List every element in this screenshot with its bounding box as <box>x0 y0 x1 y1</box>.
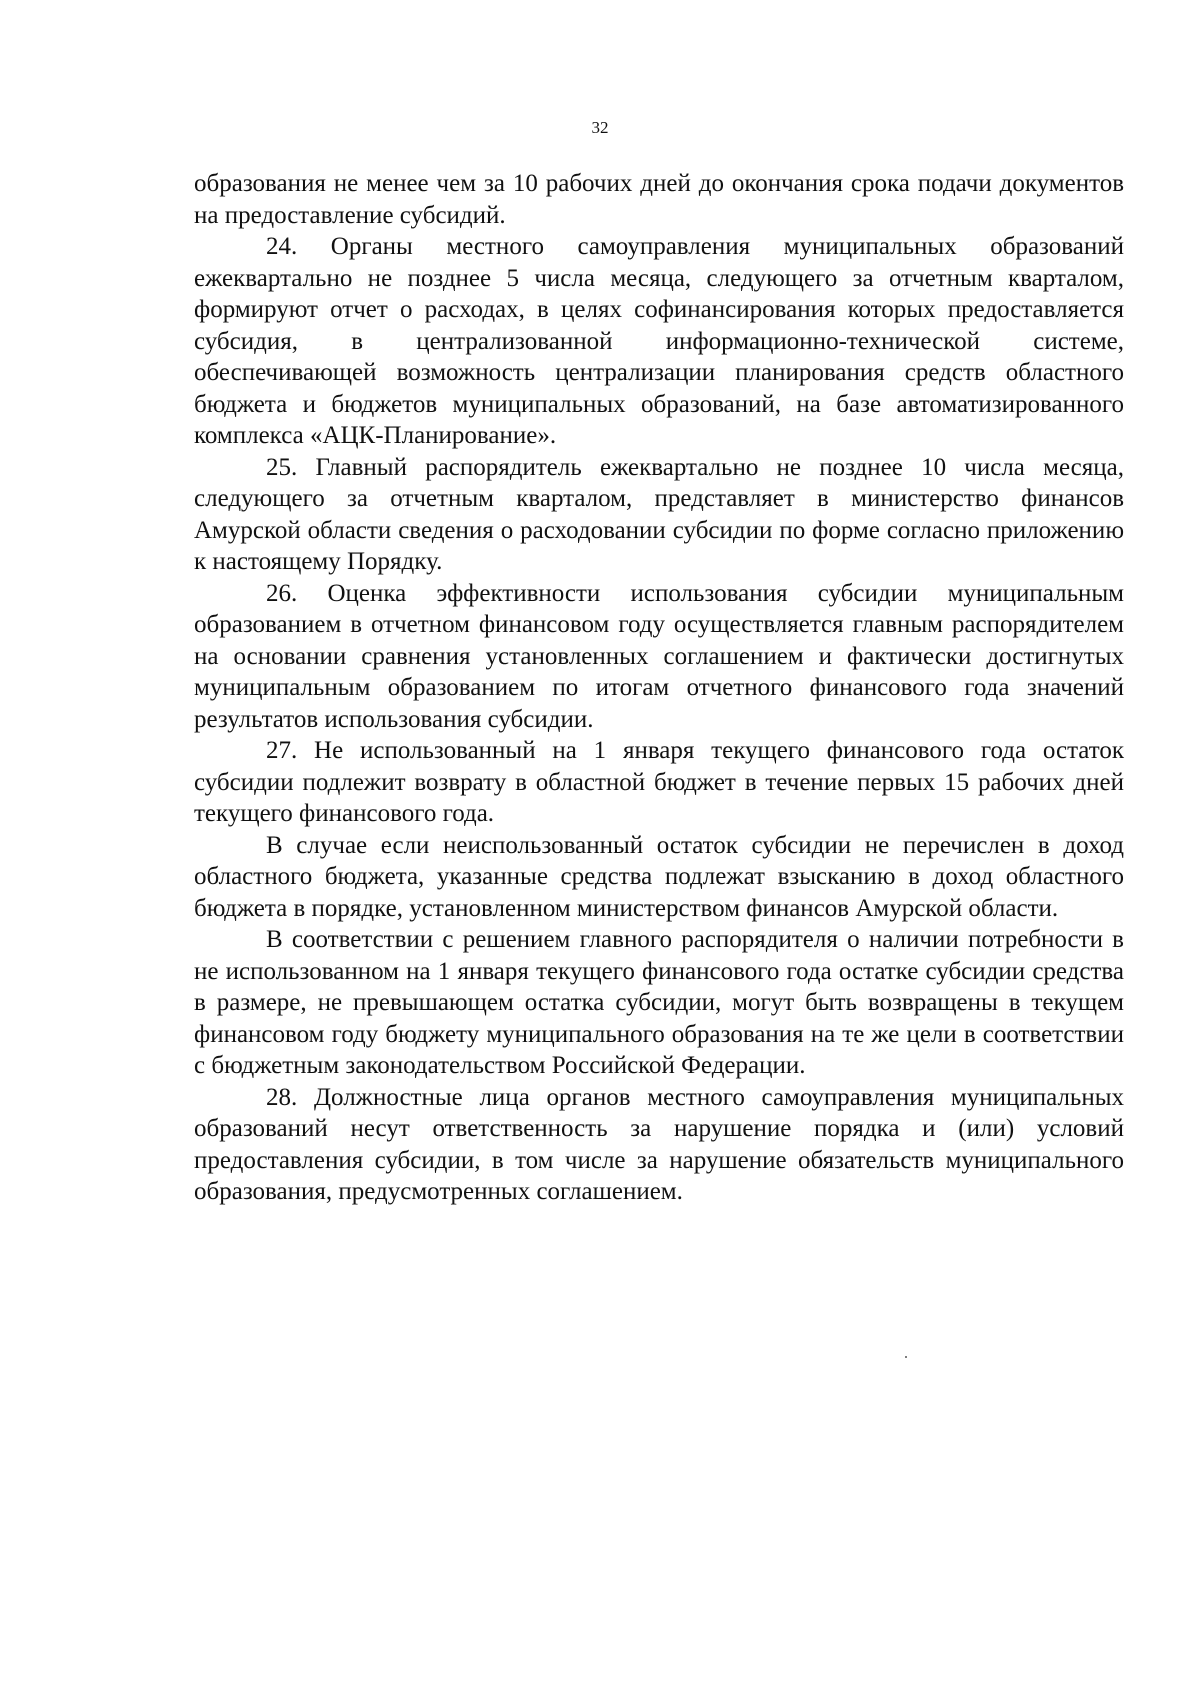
paragraph-26: 26. Оценка эффективности использования субсидии муниципальным образованием в отчетном финансовом году осуществляется главным распорядителем на основании сравнения установленных соглашением и фактически достигнутых муниципальным образованием по итогам отчетного финансового года значений результатов использования субсидии. <box>194 579 1124 733</box>
paragraph-27-recovery: В случае если неиспользованный остаток субсидии не перечислен в доход областного бюджета, указанные средства подлежат взысканию в доход областного бюджета в порядке, установленном министерством финансов Амурской области. <box>194 831 1124 922</box>
paragraph-25: 25. Главный распорядитель ежеквартально не позднее 10 числа месяца, следующего за отчетным кварталом, представляет в министерство финансов Амурской области сведения о расходовании субсидии по форме согласно приложению к настоящему Порядку. <box>194 453 1124 575</box>
document-body <box>194 168 1124 1208</box>
paragraph-27-return: В соответствии с решением главного распорядителя о наличии потребности в не использованном на 1 января текущего финансового года остатке субсидии средства в размере, не превышающем остатка субсидии, могут быть возвращены в текущем финансовом году бюджету муниципального образования на те же цели в соответствии с бюджетным законодательством Российской Федерации. <box>194 926 1124 1079</box>
paragraph-continuation: образования не менее чем за 10 рабочих дней до окончания срока подачи документов на предоставление субсидий. <box>194 170 1124 229</box>
paragraph-24: 24. Органы местного самоуправления муниципальных образований ежеквартально не позднее 5 числа месяца, следующего за отчетным кварталом, формируют отчет о расходах, в целях софинансирования которых предоставляется субсидия, в централизованной информационно-технической системе, обеспечивающей возможность централизации планирования средств областного бюджета и бюджетов муниципальных образований, на базе автоматизированного комплекса «АЦК-Планирование». <box>194 233 1124 449</box>
paragraph-27: 27. Не использованный на 1 января текущего финансового года остаток субсидии подлежит возврату в областной бюджет в течение первых 15 рабочих дней текущего финансового года. <box>194 737 1124 827</box>
page-number: 32 <box>591 118 609 137</box>
scan-speck <box>905 1356 907 1358</box>
paragraph-28: 28. Должностные лица органов местного самоуправления муниципальных образований несут ответственность за нарушение порядка и (или) условий предоставления субсидии, в том числе за нарушение обязательств муниципального образования, предусмотренных соглашением. <box>194 1083 1124 1205</box>
